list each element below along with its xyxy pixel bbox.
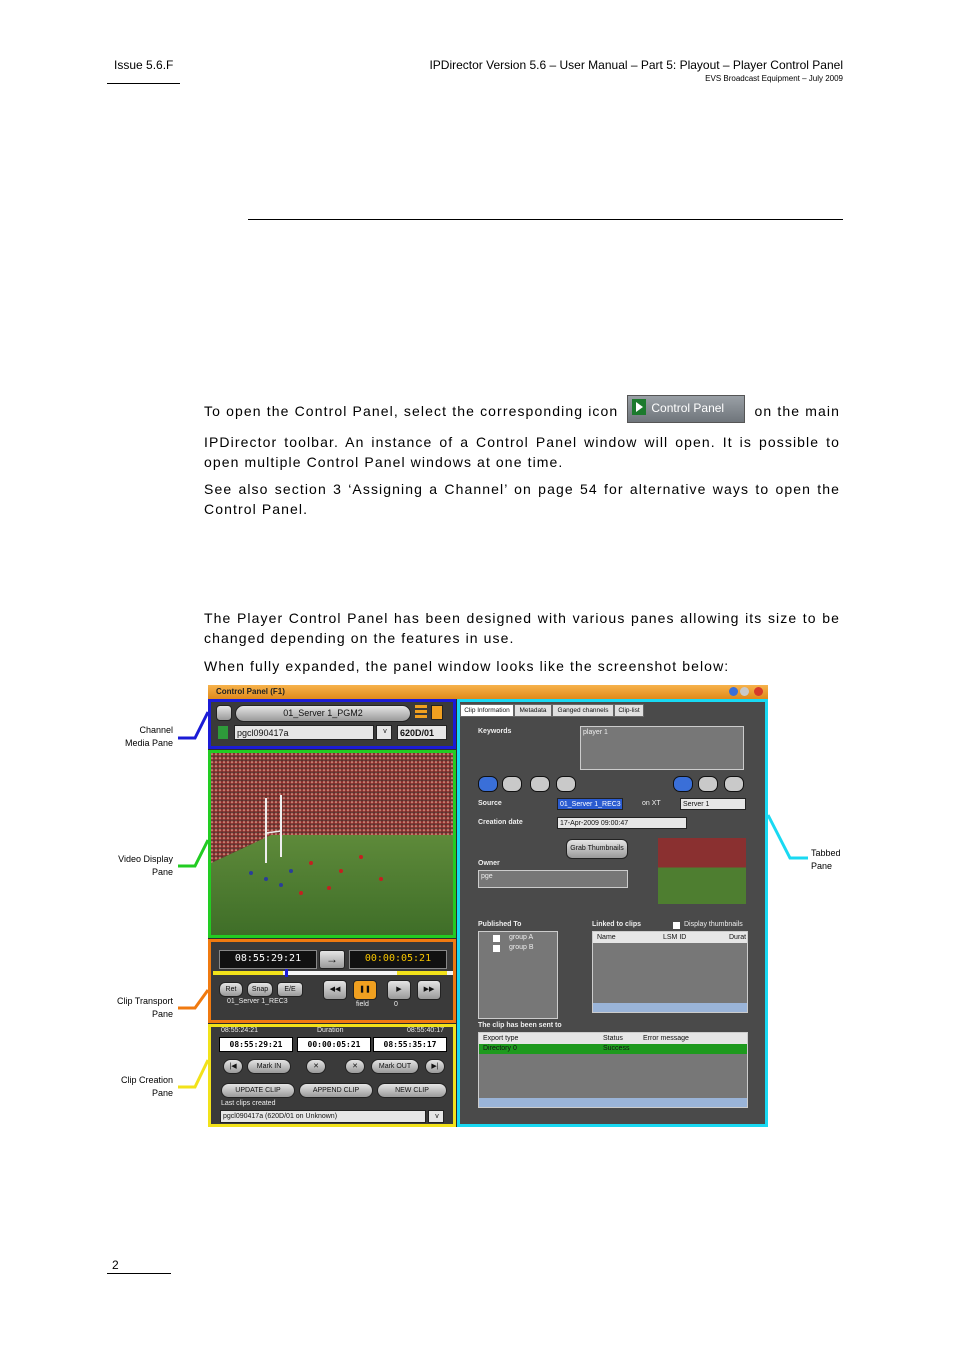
callout-clip-creation: Clip Creation Pane: [120, 1075, 173, 1098]
line-video: [178, 840, 208, 866]
channel-name-button[interactable]: 01_Server 1_PGM2: [235, 705, 411, 722]
issue-label: Issue 5.6.F: [114, 58, 174, 72]
footer-rule: [107, 1273, 171, 1274]
group-b-checkbox[interactable]: [493, 945, 500, 952]
sent-to-scrollbar[interactable]: [479, 1098, 747, 1107]
callout-clip-transport: Clip Transport Pane: [116, 996, 173, 1019]
on-xt-label: on XT: [642, 800, 661, 807]
control-panel-screenshot: [208, 685, 768, 1127]
tabbed-pane: [457, 699, 768, 1127]
tc-duration[interactable]: 00:00:05:21: [297, 1037, 371, 1052]
col-duration: Durat: [729, 934, 747, 941]
channel-media-pane: [208, 699, 456, 749]
sent-to-label: The clip has been sent to: [478, 1022, 562, 1029]
goto-in-icon[interactable]: |◀: [223, 1059, 243, 1074]
mark-out-button[interactable]: Mark OUT: [371, 1059, 419, 1074]
new-clip-button[interactable]: NEW CLIP: [377, 1083, 447, 1098]
clear-out-icon[interactable]: ✕: [345, 1059, 365, 1074]
open-text-after: on the main IPDirector toolbar. An instance of a Control Panel window will open. It is possible to open multiple Control Panel windows at one time.: [204, 403, 840, 470]
design-paragraph-1: The Player Control Panel has been designed with various panes allowing its size to be changed depending on the features in use.: [204, 610, 840, 646]
update-clip-button[interactable]: UPDATE CLIP: [221, 1083, 295, 1098]
field-value: 0: [394, 1001, 398, 1008]
in-small-timecode: 08:55:24:21: [221, 1027, 258, 1034]
callout-tabbed: Tabbed Pane: [811, 848, 841, 871]
line-tabbed: [768, 815, 808, 858]
callout-video-display: Video Display Pane: [118, 854, 173, 877]
minimize-icon[interactable]: [740, 687, 749, 696]
source-label: Source: [478, 800, 502, 807]
fast-forward-icon[interactable]: ▶▶: [417, 980, 441, 1000]
line-transport: [178, 990, 208, 1008]
jog-bar[interactable]: [213, 971, 453, 975]
open-text-before: To open the Control Panel, select the corresponding icon: [204, 403, 619, 419]
open-paragraph-2: See also section 3 ‘Assigning a Channel’ on page 54 for alternative ways to open the Control Panel.: [204, 481, 840, 517]
out-small-timecode: 08:55:40:17: [407, 1027, 444, 1034]
manual-subtitle: EVS Broadcast Equipment – July 2009: [705, 74, 843, 83]
list-view-icon[interactable]: [415, 705, 427, 720]
sent-to-header: [479, 1033, 747, 1044]
source-field[interactable]: 01_Server 1_REC3: [557, 798, 623, 810]
keywords-label: Keywords: [478, 728, 512, 735]
field-label: field: [356, 1001, 369, 1008]
row-export-type: Directory 0: [483, 1045, 517, 1052]
grab-thumbnails-button[interactable]: Grab Thumbnails: [566, 839, 628, 859]
clip-dropdown-icon[interactable]: v: [376, 725, 392, 740]
tc-out[interactable]: 08:55:35:17: [373, 1037, 447, 1052]
control-panel-icon-label: Control Panel: [651, 401, 725, 415]
clip-id-field: 620D/01: [397, 725, 447, 740]
sent-to-table: [478, 1032, 748, 1108]
col-name: Name: [597, 934, 616, 941]
linked-clips-header: [593, 932, 747, 943]
line-creation: [178, 1060, 208, 1087]
row-status: Success: [603, 1045, 630, 1052]
owner-label: Owner: [478, 860, 500, 867]
pause-icon[interactable]: ❚❚: [353, 980, 377, 1000]
append-clip-button[interactable]: APPEND CLIP: [299, 1083, 373, 1098]
ret-button[interactable]: Ret: [219, 982, 243, 997]
play-icon[interactable]: ▶: [387, 980, 411, 1000]
clip-name-field[interactable]: pgcl090417a: [234, 725, 374, 740]
group-a-checkbox[interactable]: [493, 935, 500, 942]
manual-title: IPDirector Version 5.6 – User Manual – Part 5: Playout – Player Control Panel: [429, 58, 843, 72]
thumbnail-view-icon[interactable]: [698, 776, 718, 792]
video-display-pane: [208, 750, 456, 938]
published-to-list: [478, 931, 558, 1019]
mark-in-button[interactable]: Mark IN: [247, 1059, 291, 1074]
remaining-timecode: 00:00:05:21: [349, 950, 447, 969]
snap-button[interactable]: Snap: [247, 982, 273, 997]
people-icon[interactable]: [530, 776, 550, 792]
group-b-label: group B: [509, 944, 534, 951]
tab-ganged-channels[interactable]: Ganged channels: [552, 704, 614, 717]
col-status: Status: [603, 1035, 623, 1042]
thumbnail-delete-icon[interactable]: [724, 776, 744, 792]
tab-clip-list[interactable]: Clip-list: [614, 704, 644, 717]
duration-label: Duration: [317, 1027, 344, 1034]
clip-creation-pane: [208, 1024, 456, 1127]
group-a-label: group A: [509, 934, 534, 941]
display-thumbnails-checkbox[interactable]: [673, 922, 680, 929]
creation-date-label: Creation date: [478, 819, 523, 826]
ee-button[interactable]: E/E: [277, 982, 303, 997]
page-number: 2: [112, 1258, 119, 1272]
source-label: 01_Server 1_REC3: [227, 998, 288, 1005]
col-error-message: Error message: [643, 1035, 689, 1042]
tc-in[interactable]: 08:55:29:21: [219, 1037, 293, 1052]
rewind-icon[interactable]: ◀◀: [323, 980, 347, 1000]
keywords-field[interactable]: player 1: [580, 726, 744, 770]
linked-to-clips-label: Linked to clips: [592, 921, 642, 928]
rugby-stadium-image: [211, 753, 453, 935]
creation-date-field: 17-Apr-2009 09:00:47: [557, 817, 687, 829]
last-clips-label: Last clips created: [221, 1100, 276, 1107]
keyword-add-icon[interactable]: [478, 776, 498, 792]
current-timecode: 08:55:29:21: [219, 950, 317, 969]
channel-lock-icon[interactable]: [216, 705, 232, 721]
callout-channel-media: Channel Media Pane: [124, 725, 173, 748]
goto-out-icon[interactable]: ▶|: [425, 1059, 445, 1074]
window-titlebar: [208, 685, 768, 699]
linked-clips-scrollbar[interactable]: [593, 1003, 747, 1012]
tab-clip-information[interactable]: Clip Information: [460, 704, 514, 717]
goto-arrow-icon[interactable]: →: [319, 950, 345, 969]
help-icon[interactable]: [729, 687, 738, 696]
col-export-type: Export type: [483, 1035, 519, 1042]
published-to-label: Published To: [478, 921, 522, 928]
tab-metadata[interactable]: Metadata: [514, 704, 552, 717]
clear-in-icon[interactable]: ✕: [306, 1059, 326, 1074]
table-row[interactable]: [479, 1044, 747, 1054]
thumbnail-add-icon[interactable]: [673, 776, 693, 792]
grid-view-icon[interactable]: [431, 705, 443, 720]
linked-clips-table: [592, 931, 748, 1013]
owner-field[interactable]: pge: [478, 870, 628, 888]
server-field[interactable]: Server 1: [680, 798, 746, 810]
col-lsm-id: LSM ID: [663, 934, 687, 941]
display-thumbnails-label: Display thumbnails: [684, 921, 743, 928]
line-channel: [178, 712, 208, 738]
window-title: Control Panel (F1): [216, 687, 285, 696]
last-clip-select[interactable]: pgcl090417a (620D/01 on Unknown): [220, 1110, 426, 1123]
star-icon[interactable]: [502, 776, 522, 792]
design-paragraph-2: When fully expanded, the panel window looks like the screenshot below:: [204, 658, 730, 674]
close-icon[interactable]: [754, 687, 763, 696]
clip-transport-pane: [208, 939, 456, 1023]
clip-thumbnail-image: [658, 838, 746, 904]
last-clip-dropdown-icon[interactable]: v: [428, 1110, 444, 1123]
clip-status-icon: [218, 726, 228, 739]
user-search-icon[interactable]: [556, 776, 576, 792]
